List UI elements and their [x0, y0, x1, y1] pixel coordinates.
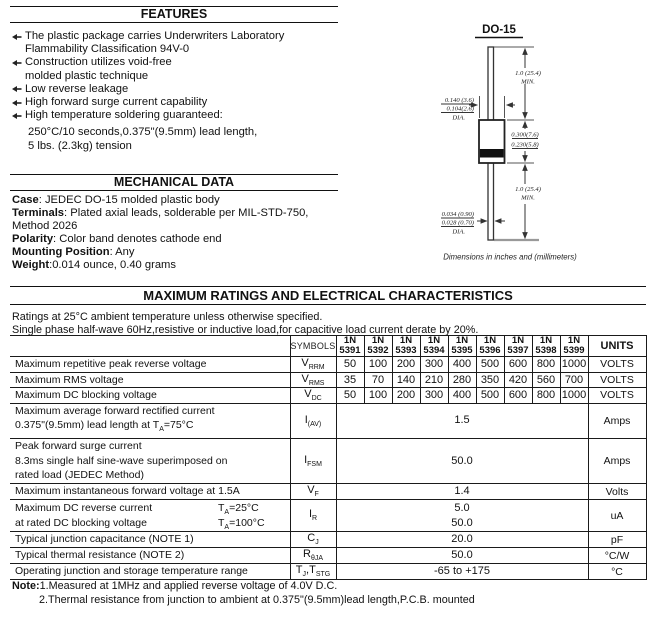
- value-cell: 50: [336, 388, 364, 404]
- parameter-line: Typical thermal resistance (NOTE 2): [15, 549, 185, 562]
- value-cell: 100: [364, 357, 392, 373]
- unit-cell: Volts: [588, 484, 646, 500]
- part-prefix: 1N: [343, 335, 357, 346]
- feature-line: The plastic package carries Underwriters Laboratory: [25, 30, 285, 42]
- table-row: [10, 357, 646, 373]
- feature-item: [12, 30, 342, 56]
- symbols-column-header: SYMBOLS: [290, 336, 336, 357]
- value-cell: 400: [448, 357, 476, 373]
- body-dia-label-text: DIA.: [452, 114, 465, 122]
- merged-value-line: 1.4: [454, 485, 470, 498]
- mech-text: Method 2026: [12, 220, 78, 233]
- feature-item: [12, 56, 342, 82]
- mech-text: :0.014 ounce, 0.40 grams: [49, 259, 176, 272]
- mechanical-data-line: [12, 233, 348, 246]
- merged-value-cell: [336, 500, 588, 532]
- mechanical-data-line: [12, 194, 348, 207]
- mechanical-data-line: [12, 220, 348, 233]
- table-row: [10, 403, 646, 438]
- unit-cell: VOLTS: [588, 357, 646, 373]
- part-prefix: 1N: [483, 335, 497, 346]
- part-prefix: 1N: [455, 335, 469, 346]
- table-row: [10, 372, 646, 388]
- merged-value-cell: [336, 484, 588, 500]
- merged-value-cell: [336, 439, 588, 484]
- part-number-header: [420, 336, 448, 357]
- feature-line: Construction utilizes void-free: [25, 56, 172, 69]
- mech-text: : Color band denotes cathode end: [53, 233, 222, 246]
- parameter-cell: [10, 500, 290, 532]
- bullet-arrow-icon: [12, 56, 25, 67]
- parameter-cell: [10, 532, 290, 548]
- part-number: 5395: [451, 345, 473, 356]
- package-title: DO-15: [482, 24, 516, 36]
- lead-bottom-dimension: [515, 165, 541, 239]
- feature-item: [12, 109, 342, 122]
- feature-extra-line: 250°C/10 seconds,0.375"(9.5mm) lead length,: [28, 126, 258, 139]
- part-number: 5398: [535, 345, 557, 356]
- unit-cell: Amps: [588, 403, 646, 438]
- features-list: [12, 30, 342, 153]
- value-cell: 100: [364, 388, 392, 404]
- unit-cell: °C/W: [588, 548, 646, 564]
- unit-cell: Amps: [588, 439, 646, 484]
- mechanical-data-line: [12, 259, 348, 272]
- table-row: [10, 439, 646, 484]
- body-len-min-text: 0.230(5.8): [511, 141, 539, 149]
- lead-top-min-text: MIN.: [521, 78, 535, 86]
- ratings-intro-line2: Single phase half-wave 60Hz,resistive or inductive load,for capacitive load current derate by 20%.: [12, 323, 479, 336]
- feature-line: High forward surge current capability: [25, 96, 208, 109]
- parameter-line: Maximum repetitive peak reverse voltage: [15, 358, 207, 370]
- parameter-cell: [10, 357, 290, 373]
- body-len-max-text: 0.300(7.6): [511, 131, 539, 139]
- table-header-row: [10, 336, 646, 357]
- param-column-header: [10, 336, 290, 357]
- part-number: 5399: [563, 345, 585, 356]
- lead-bot-dim-text: 1.0 (25.4): [515, 186, 541, 193]
- mechanical-data-section-title: MECHANICAL DATA: [10, 174, 338, 191]
- parameter-cell: [10, 372, 290, 388]
- feature-extra-line: 5 lbs. (2.3kg) tension: [28, 139, 132, 152]
- symbol-cell: $I_{FSM}$: [290, 439, 336, 484]
- body-diameter-callout: [441, 97, 515, 122]
- condition-text: $T_A=25^\circ C$: [218, 501, 259, 517]
- part-number: 5396: [479, 345, 501, 356]
- part-number: 5391: [339, 345, 361, 356]
- feature-line: Low reverse leakage: [25, 82, 129, 95]
- parameter-line: Operating junction and storage temperature range: [15, 565, 248, 578]
- bullet-arrow-icon: [12, 83, 25, 94]
- mech-label: Polarity: [12, 233, 54, 246]
- merged-value-cell: [336, 548, 588, 564]
- parameter-line: Maximum DC blocking voltage: [15, 389, 157, 402]
- feature-item-text: [25, 56, 172, 82]
- value-cell: 400: [448, 388, 476, 404]
- feature-line: molded plastic technique: [25, 69, 149, 82]
- value-cell: 280: [448, 372, 476, 388]
- unit-cell: pF: [588, 532, 646, 548]
- merged-value-line: 20.0: [451, 533, 473, 546]
- value-cell: 300: [420, 388, 448, 404]
- part-number-header: [504, 336, 532, 357]
- part-prefix: 1N: [539, 335, 553, 346]
- table-row: [10, 564, 646, 580]
- ratings-intro: [12, 311, 642, 336]
- mech-text: : JEDEC DO-15 molded plastic body: [38, 194, 220, 206]
- parameter-line: Typical junction capacitance (NOTE 1): [15, 533, 194, 546]
- cathode-band: [480, 149, 504, 158]
- parameter-line: 8.3ms single half sine-wave superimposed on: [15, 454, 228, 467]
- parameter-line: at rated DC blocking voltage $T_A=100^\circ C$: [15, 516, 290, 531]
- body-dia-max-text: 0.140 (3.6): [444, 97, 474, 104]
- lead-bot-min-text: MIN.: [521, 194, 535, 202]
- part-number-header: [476, 336, 504, 357]
- mechanical-data-line: [12, 207, 348, 220]
- value-cell: 200: [392, 388, 420, 404]
- notes-block: [12, 580, 475, 607]
- symbol-cell: $C_J$: [290, 532, 336, 548]
- value-cell: 1000: [561, 358, 587, 371]
- bullet-arrow-icon: [12, 30, 25, 41]
- parameter-line: Maximum RMS voltage: [15, 373, 124, 386]
- mech-label: Mounting Position: [12, 246, 110, 259]
- body-length-dimension: [511, 122, 538, 162]
- feature-item-text: [25, 109, 223, 122]
- lead-dia-max-text: 0.034 (0.90): [441, 211, 474, 218]
- units-column-header: UNITS: [588, 336, 646, 357]
- parameter-line: Maximum average forward rectified current: [15, 404, 215, 417]
- feature-item: [12, 83, 342, 96]
- lead-top-dim-text: 1.0 (25.4): [515, 70, 541, 77]
- feature-item-text: [25, 30, 284, 56]
- parameter-cell: [10, 564, 290, 580]
- value-cell: 500: [476, 357, 504, 373]
- value-cell: 560: [532, 372, 560, 388]
- value-cell: 600: [504, 357, 532, 373]
- value-cell: 800: [532, 388, 560, 404]
- unit-cell: °C: [588, 564, 646, 580]
- part-number-header: [532, 336, 560, 357]
- part-prefix: 1N: [567, 335, 581, 346]
- symbol-cell: $I_R$: [290, 500, 336, 532]
- lead-top-dimension: [515, 49, 541, 119]
- merged-value-line: 50.0: [451, 549, 473, 562]
- note-2: 2.Thermal resistance from junction to ambient at 0.375"(9.5mm)lead length,P.C.B. mounted: [39, 593, 475, 606]
- merged-value-line: 50.0: [451, 516, 473, 529]
- part-number: 5392: [367, 345, 389, 356]
- symbol-cell: $V_F$: [290, 484, 336, 500]
- table-row: [10, 500, 646, 532]
- merged-value-cell: [336, 403, 588, 438]
- value-cell: 800: [532, 357, 560, 373]
- ratings-intro-line1: Ratings at 25°C ambient temperature unless otherwise specified.: [12, 311, 323, 323]
- symbol-cell: $T_J,T_{STG}$: [290, 564, 336, 580]
- feature-item-text: [25, 83, 128, 96]
- merged-value-line: 1.5: [454, 414, 470, 427]
- parameter-cell: [10, 403, 290, 438]
- dimensions-caption: Dimensions in inches and (millimeters): [443, 252, 577, 262]
- feature-item-text: [25, 96, 207, 109]
- value-cell: 350: [476, 372, 504, 388]
- bullet-arrow-icon: [12, 96, 25, 107]
- symbol-cell: $I_{(AV)}$: [290, 403, 336, 438]
- value-cell: 600: [504, 388, 532, 404]
- merged-value-cell: [336, 564, 588, 580]
- mech-text: : Any: [109, 246, 135, 259]
- bullet-arrow-icon: [12, 109, 25, 120]
- merged-value-line: 5.0: [454, 501, 470, 514]
- table-row: [10, 388, 646, 404]
- unit-cell: VOLTS: [588, 372, 646, 388]
- feature-item: [12, 96, 342, 109]
- parameter-cell: [10, 439, 290, 484]
- mechanical-data-list: [12, 194, 348, 273]
- ratings-table: [10, 335, 647, 580]
- part-number-header: [560, 336, 588, 357]
- parameter-cell: [10, 548, 290, 564]
- part-prefix: 1N: [427, 335, 441, 346]
- merged-value-line: 50.0: [451, 454, 473, 467]
- part-number-header: [364, 336, 392, 357]
- value-cell: 200: [392, 357, 420, 373]
- parameter-cell: [10, 388, 290, 404]
- symbol-cell: $V_{RRM}$: [290, 357, 336, 373]
- note-1: 1.Measured at 1MHz and applied reverse voltage of 4.0V D.C.: [39, 580, 338, 592]
- unit-cell: VOLTS: [588, 388, 646, 404]
- symbol-cell: $R_{\theta JA}$: [290, 548, 336, 564]
- part-number-header: [448, 336, 476, 357]
- symbol-cell: $V_{RMS}$: [290, 372, 336, 388]
- note-label: Note:: [12, 580, 40, 592]
- part-prefix: 1N: [511, 335, 525, 346]
- value-cell: 300: [420, 357, 448, 373]
- part-number-header: [336, 336, 364, 357]
- value-cell: 35: [336, 372, 364, 388]
- value-cell: 1000: [561, 389, 587, 402]
- part-number-header: [392, 336, 420, 357]
- mech-label: Weight: [12, 259, 50, 272]
- symbol-cell: $V_{DC}$: [290, 388, 336, 404]
- mech-label: Case: [12, 194, 39, 206]
- max-ratings-section-title: MAXIMUM RATINGS AND ELECTRICAL CHARACTERISTICS: [10, 286, 646, 305]
- part-number: 5397: [507, 345, 529, 356]
- mech-label: Terminals: [12, 207, 65, 220]
- value-cell: 50: [336, 357, 364, 373]
- value-cell: 500: [476, 388, 504, 404]
- value-cell: 140: [392, 372, 420, 388]
- lead-dia-label-text: DIA.: [452, 228, 465, 236]
- parameter-line: Maximum DC reverse current $T_A=25^\circ C$: [15, 501, 290, 516]
- parameter-line: rated load (JEDEC Method): [15, 469, 144, 482]
- part-prefix: 1N: [399, 335, 413, 346]
- part-number: 5393: [395, 345, 417, 356]
- value-cell: 700: [560, 372, 588, 388]
- features-section-title: FEATURES: [10, 6, 338, 23]
- part-prefix: 1N: [371, 335, 385, 346]
- parameter-line: Peak forward surge current: [15, 440, 142, 453]
- value-cell: 70: [364, 372, 392, 388]
- table-row: [10, 532, 646, 548]
- feature-line: High temperature soldering guaranteed:: [25, 109, 223, 122]
- merged-value-line: -65 to +175: [434, 565, 490, 578]
- feature-line: Flammability Classification 94V-0: [25, 43, 190, 56]
- merged-value-cell: [336, 532, 588, 548]
- body-dia-min-text: 0.104(2.6): [446, 105, 474, 113]
- parameter-cell: [10, 484, 290, 500]
- note-line: [12, 580, 475, 594]
- mechanical-data-line: [12, 246, 348, 259]
- part-number: 5394: [423, 345, 445, 356]
- value-cell: 210: [420, 372, 448, 388]
- lead-diameter-callout: [441, 211, 505, 236]
- parameter-line: 0.375"(9.5mm) lead length at $T_A=75^\circ C$: [15, 419, 194, 434]
- parameter-line: Maximum instantaneous forward voltage at 1.5A: [15, 485, 240, 498]
- mech-text: : Plated axial leads, solderable per MIL-STD-750,: [64, 207, 309, 220]
- table-row: [10, 484, 646, 500]
- unit-cell: uA: [588, 500, 646, 532]
- condition-text: $T_A=100^\circ C$: [218, 516, 265, 531]
- lead-dia-min-text: 0.028 (0.70): [441, 219, 474, 227]
- value-cell: 420: [504, 372, 532, 388]
- do15-package-diagram: [397, 18, 637, 270]
- table-row: [10, 548, 646, 564]
